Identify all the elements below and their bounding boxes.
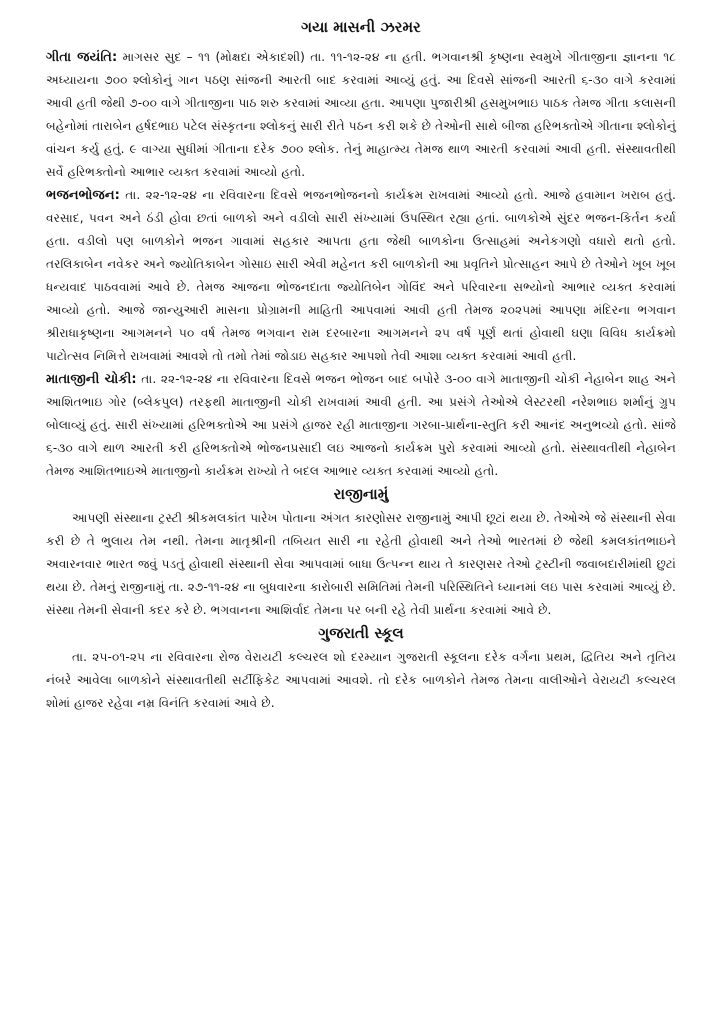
gita-jayanti-heading: ગીતા જયંતિ: xyxy=(46,50,118,65)
gita-jayanti-paragraph xyxy=(46,46,676,184)
bhajan-bhojan-text: તા. ૨૨-૧૨-૨૪ ના રવિવારના દિવસે ભજનભોજનનો કાર્યક્રમ રાખવામાં આવ્યો હતો. આજે હવામાન ખરાબ હતું. વરસાદ, પવન અને ઠંડી હોવા છતાં બાળકો અને વડીલો સારી સંખ્યામાં ઉપસ્થિત રહ્યા હતાં. બાળકોએ સુંદર ભજન-કિર્તન કર્યા હતા. વડીલો પણ બાળકોને ભજન ગાવામાં સહકાર આપતા હતા જેથી બાળકોના ઉત્સાહમાં અનેકગણો વધારો થતો હતો. તરલિકાબેન નવેકર અને જ્યોતિકાબેન ગોસાઇ સારી એવી મહેનત કરી બાળકોની આ પ્રવૃતિને પ્રોત્સાહન આપે છે તેઓને ખૂબ ખૂબ ધન્યવાદ પાઠવવામાં આવે છે. તેમજ આજના ભોજનદાતા જ્યોતિબેન ગોવિંદ અને પરિવારના સભ્યોનો આભાર વ્યક્ત કરવામાં આવ્યો હતો. આજે જાન્યુઆરી માસના પ્રોગ્રામની માહિતી આપવામાં આવી હતી તેમજ ૨૦૨૫માં આપણા મંદિરના ભગવાન શ્રીરાધાકૃષ્ણના આગમનને ૫૦ વર્ષ તેમજ ભગવાન રામ દરબારના આગમનને ૨૫ વર્ષ પૂર્ણ થતાં હોવાથી ઘણા વિવિધ કાર્યક્રમો પાટોત્સવ નિમિત્તે રાખવામાં આવશે તો તમો તેમાં જોડાઇ સહકાર આપશો તેવી આશા વ્યક્ત કરવામાં આવી હતી. xyxy=(46,188,676,363)
gita-jayanti-text: માગસર સુદ – ૧૧ (મોક્ષદા એકાદશી) તા. ૧૧-૧૨-૨૪ ના હતી. ભગવાનશ્રી કૃષ્ણના સ્વમુખે ગીતાજીના જ્ઞાનના ૧૮ અધ્યાયના ૭૦૦ શ્લોકોનું ગાન પઠણ સાંજની આરતી બાદ કરવામાં આવ્યું હતું. આ દિવસે સાંજની આરતી ૬-૩૦ વાગે કરવામાં આવી હતી જેથી ૭-૦૦ વાગે ગીતાજીના પાઠ શરુ કરવામાં આવ્યા હતા. આપણા પુજારીશ્રી હસમુખભાઇ પાઠક તેમજ ગીતા કલાસની બહેનોમાં તારાબેન હર્ષદભાઇ પટેલ સંસ્કૃતના શ્લોકનું સારી રીતે પઠન કરી શકે છે તેઓની સાથે બીજા હરિભક્તોએ ગીતાના શ્લોકોનું વાંચન કર્યુ હતું. ૯ વાગ્યા સુધીમાં ગીતાના દરેક ૭૦૦ શ્લોક. તેનું માહાત્મ્ય તેમજ થાળ આરતી કરવામાં આવી હતી. સંસ્થાવતીથી સર્વે હરિભક્તોનો આભાર વ્યક્ત કરવામાં આવ્યો હતો. xyxy=(46,50,676,179)
page-title: ગયા માસની ઝરમર xyxy=(301,18,421,36)
mataji-chowki-heading: માતાજીની ચોકી: xyxy=(46,372,137,387)
bhajan-bhojan-paragraph xyxy=(46,184,676,368)
bhajan-bhojan-heading: ભજનભોજન: xyxy=(46,188,120,203)
resignation-text: આપણી સંસ્થાના ટ્રસ્ટી શ્રીકમલકાંત પારેખ પોતાના અંગત કારણોસર રાજીનામું આપી છૂટાં થયા છે. તેઓએ જે સંસ્થાની સેવા કરી છે તે ભુલાય તેમ નથી. તેમના માતૃશ્રીની તબિયત સારી ના રહેતી હોવાથી અને તેઓ ભારતમાં છે જેથી કમલકાંતભાઇને અવારનવાર ભારત જવું પડતું હોવાથી સંસ્થાની સેવા આપવામાં બાધા ઉત્પન્ન થાય તે કારણસર તેઓ ટ્રસ્ટીની જવાબદારીમાંથી છુટાં થયા છે. તેમનું રાજીનામું તા. ૨૭-૧૧-૨૪ ના બુધવારના કારોબારી સમિતિમાં તેમની પરિસ્થિતિને ધ્યાનમાં લઇ પાસ કરવામાં આવ્યું છે. સંસ્થા તેમની સેવાની કદર કરે છે. ભગવાનના આશિર્વાદ તેમના પર બની રહે તેવી પ્રાર્થના કરવામાં આવે છે. xyxy=(46,511,676,617)
gujarati-school-text: તા. ૨૫-૦૧-૨૫ ના રવિવારના રોજ વેરાયટી કલ્ચરલ શો દરમ્યાન ગુજરાતી સ્કૂલના દરેક વર્ગના પ્રથમ, દ્વિતિય અને તૃતિય નંબરે આવેલા બાળકોને સંસ્થાવતીથી સર્ટીફિકેટ આપવામાં આવશે. તો દરેક બાળકોને તેમજ તેમના વાલીઓને વેરાયટી કલ્ચરલ શોમાં હાજર રહેવા નમ્ર વિનંતિ કરવામાં આવે છે. xyxy=(46,650,676,710)
mataji-chowki-paragraph xyxy=(46,368,676,483)
mataji-chowki-text: તા. ૨૨-૧૨-૨૪ ના રવિવારના દિવસે ભજન ભોજન બાદ બપોરે ૩-૦૦ વાગે માતાજીની ચોકી નેહાબેન શાહ અને આશિતભાઇ ગોર (બ્લેકપુલ) તરફથી માતાજીની ચોકી રાખવામાં આવી હતી. આ પ્રસંગે તેઓએ લેસ્ટરથી નરેશભાઇ શર્માનું ગ્રુપ બોલાવ્યું હતું. સારી સંખ્યામાં હરિભક્તોએ આ પ્રસંગે હાજર રહી માતાજીના ગરબા-પ્રાર્થના-સ્તુતિ કરી આનંદ અનુભવ્યો હતો. સાંજે ૬-૩૦ વાગે થાળ આરતી કરી હરિભક્તોએ ભોજનપ્રસાદી લઇ આજનો કાર્યક્રમ પુરો કરવામાં આવ્યો હતો. સંસ્થાવતીથી નેહાબેન તેમજ આશિતભાઇએ માતાજીનો કાર્યક્રમ રાખ્યો તે બદલ આભાર વ્યક્ત કરવામાં આવ્યો હતો. xyxy=(46,372,676,478)
gujarati-school-heading: ગુજરાતી સ્કૂલ xyxy=(318,624,404,642)
resignation-heading: રાજીનામું xyxy=(333,485,389,503)
